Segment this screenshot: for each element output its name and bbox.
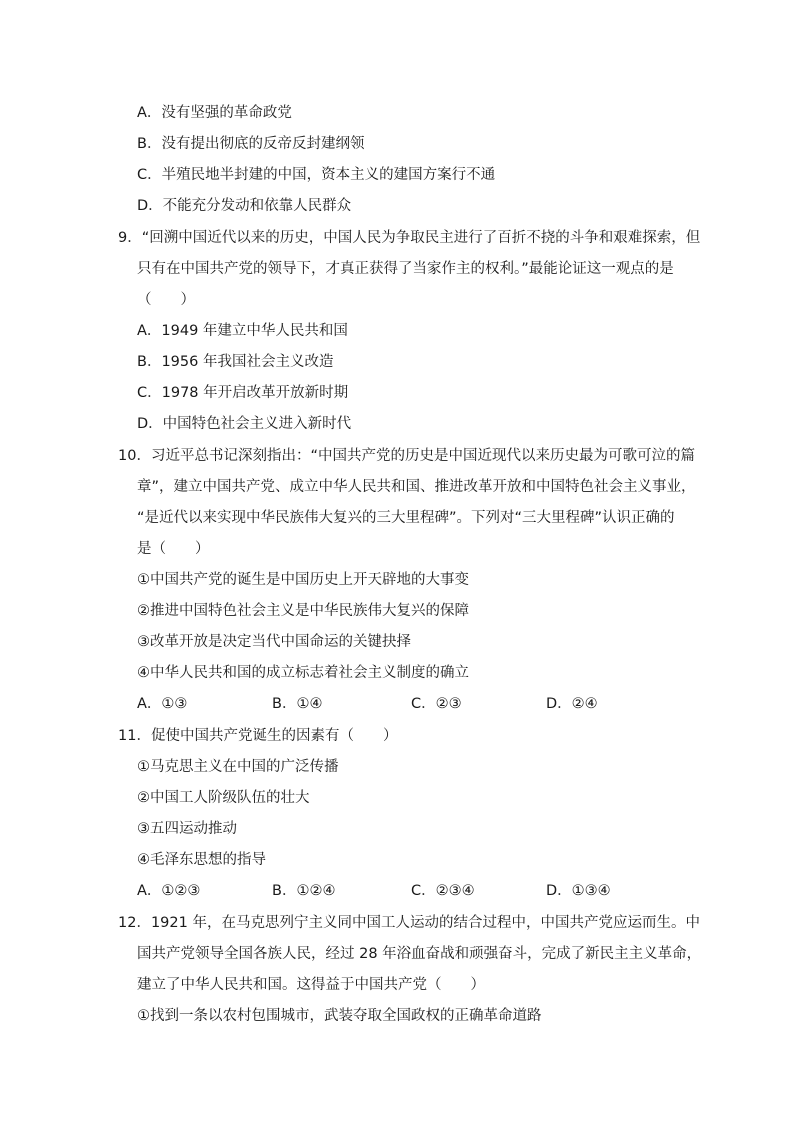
q12-statement-1: ①找到一条以农村包围城市，武装夺取全国政权的正确革命道路 bbox=[137, 1008, 542, 1024]
q10-statement-2: ②推进中国特色社会主义是中华民族伟大复兴的保障 bbox=[137, 603, 469, 619]
q12-stem-line-2: 国共产党领导全国各族人民，经过 28 年浴血奋战和顽强奋斗，完成了新民主主义革命， bbox=[137, 946, 702, 962]
q12-stem-line-3: 建立了中华人民共和国。这得益于中国共产党（ ） bbox=[137, 977, 485, 993]
q11-option-c: C．②③④ bbox=[411, 883, 475, 899]
q9-stem-line-3: （ ） bbox=[137, 292, 195, 308]
q9-stem-line-2: 只有在中国共产党的领导下，才真正获得了当家作主的权利。”最能论证这一观点的是 bbox=[137, 261, 674, 277]
q10-statement-4: ④中华人民共和国的成立标志着社会主义制度的确立 bbox=[137, 665, 469, 681]
q9-option-b: B．1956 年我国社会主义改造 bbox=[137, 354, 334, 370]
q8-option-d: D．不能充分发动和依靠人民群众 bbox=[137, 198, 352, 214]
q10-option-c: C．②③ bbox=[411, 696, 462, 712]
q9-option-c: C．1978 年开启改革开放新时期 bbox=[137, 385, 349, 401]
q10-stem-line-1: 10．习近平总书记深刻指出：“中国共产党的历史是中国近现代以来历史最为可歌可泣的篇 bbox=[118, 448, 695, 464]
q12-stem-line-1: 12．1921 年，在马克思列宁主义同中国工人运动的结合过程中，中国共产党应运而生。中 bbox=[118, 915, 700, 931]
q10-stem-line-4: 是（ ） bbox=[137, 541, 210, 557]
q9-option-a: A．1949 年建立中华人民共和国 bbox=[137, 323, 348, 339]
q11-statement-3: ③五四运动推动 bbox=[137, 821, 237, 837]
q8-option-b: B．没有提出彻底的反帝反封建纲领 bbox=[137, 136, 365, 152]
q11-option-b: B．①②④ bbox=[272, 883, 336, 899]
q8-option-a: A．没有坚强的革命政党 bbox=[137, 105, 292, 121]
q10-option-a: A．①③ bbox=[137, 696, 188, 712]
q11-option-a: A．①②③ bbox=[137, 883, 201, 899]
q10-statement-1: ①中国共产党的诞生是中国历史上开天辟地的大事变 bbox=[137, 572, 469, 588]
q11-option-d: D．①③④ bbox=[546, 883, 611, 899]
q10-statement-3: ③改革开放是决定当代中国命运的关键抉择 bbox=[137, 634, 411, 650]
q11-statement-2: ②中国工人阶级队伍的壮大 bbox=[137, 790, 310, 806]
q10-option-b: B．①④ bbox=[272, 696, 323, 712]
q11-statement-4: ④毛泽东思想的指导 bbox=[137, 852, 266, 868]
q9-stem-line-1: 9．“回溯中国近代以来的历史，中国人民为争取民主进行了百折不挠的斗争和艰难探索，但 bbox=[118, 230, 701, 246]
q10-stem-line-2: 章”，建立中国共产党、成立中华人民共和国、推进改革开放和中国特色社会主义事业， bbox=[137, 479, 696, 495]
q11-stem: 11．促使中国共产党诞生的因素有（ ） bbox=[118, 728, 398, 744]
q10-option-d: D．②④ bbox=[546, 696, 598, 712]
q10-stem-line-3: “是近代以来实现中华民族伟大复兴的三大里程碑”。下列对“三大里程碑”认识正确的 bbox=[137, 510, 675, 526]
q11-statement-1: ①马克思主义在中国的广泛传播 bbox=[137, 759, 339, 775]
q8-option-c: C．半殖民地半封建的中国，资本主义的建国方案行不通 bbox=[137, 167, 496, 183]
q9-option-d: D．中国特色社会主义进入新时代 bbox=[137, 416, 352, 432]
